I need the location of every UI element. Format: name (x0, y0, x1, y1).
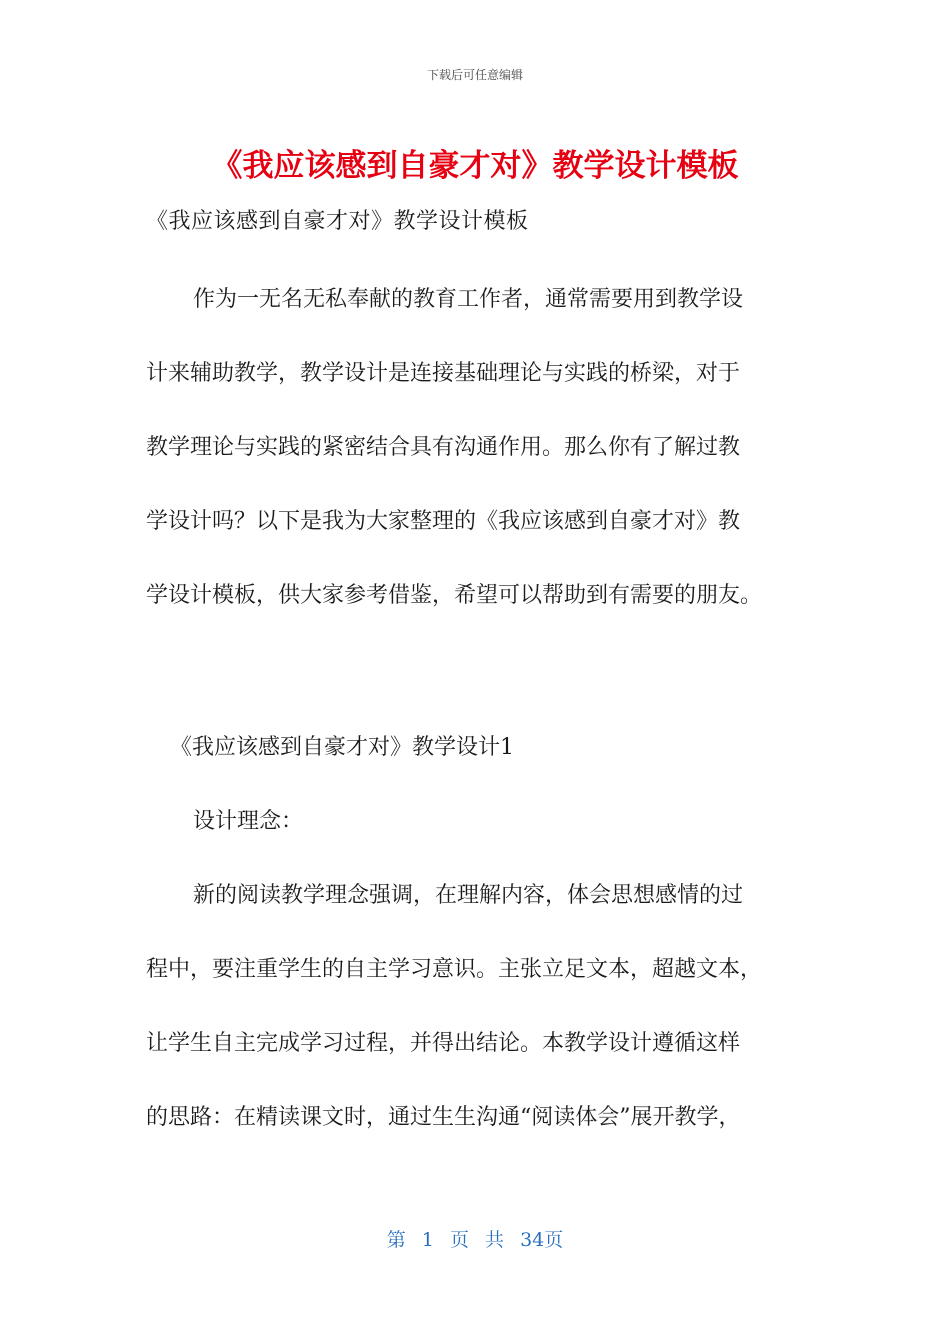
design-concept-label: 设计理念： (193, 809, 304, 834)
section-heading: 《我应该感到自豪才对》教学设计1 (170, 735, 514, 760)
page-footer (0, 1225, 950, 1252)
footer-ye: 页 (449, 1229, 469, 1251)
intro-line-2: 计来辅助教学，教学设计是连接基础理论与实践的桥梁，对于 (146, 361, 741, 386)
concept-line-2: 程中，要注重学生的自主学习意识。主张立足文本，超越文本， (146, 957, 763, 982)
concept-line-4: 的思路：在精读课文时，通过生生沟通“阅读体会”展开教学， (146, 1105, 741, 1130)
footer-di: 第 (386, 1229, 406, 1251)
footer-gong: 共 (485, 1229, 505, 1251)
document-title: 《我应该感到自豪才对》教学设计模板 (211, 148, 739, 184)
intro-line-3: 教学理论与实践的紧密结合具有沟通作用。那么你有了解过教 (146, 435, 741, 460)
intro-line-1: 作为一无名无私奉献的教育工作者，通常需要用到教学设 (193, 287, 744, 312)
concept-line-1: 新的阅读教学理念强调，在理解内容，体会思想感情的过 (193, 883, 744, 908)
footer-total-pages: 34页 (520, 1229, 564, 1251)
footer-page-number: 1 (421, 1229, 434, 1251)
document-subtitle: 《我应该感到自豪才对》教学设计模板 (146, 209, 529, 234)
intro-line-4: 学设计吗？以下是我为大家整理的《我应该感到自豪才对》教 (146, 509, 741, 534)
intro-line-5: 学设计模板，供大家参考借鉴，希望可以帮助到有需要的朋友。 (146, 583, 763, 608)
concept-line-3: 让学生自主完成学习过程，并得出结论。本教学设计遵循这样 (146, 1031, 741, 1056)
header-note: 下载后可任意编辑 (426, 68, 523, 82)
